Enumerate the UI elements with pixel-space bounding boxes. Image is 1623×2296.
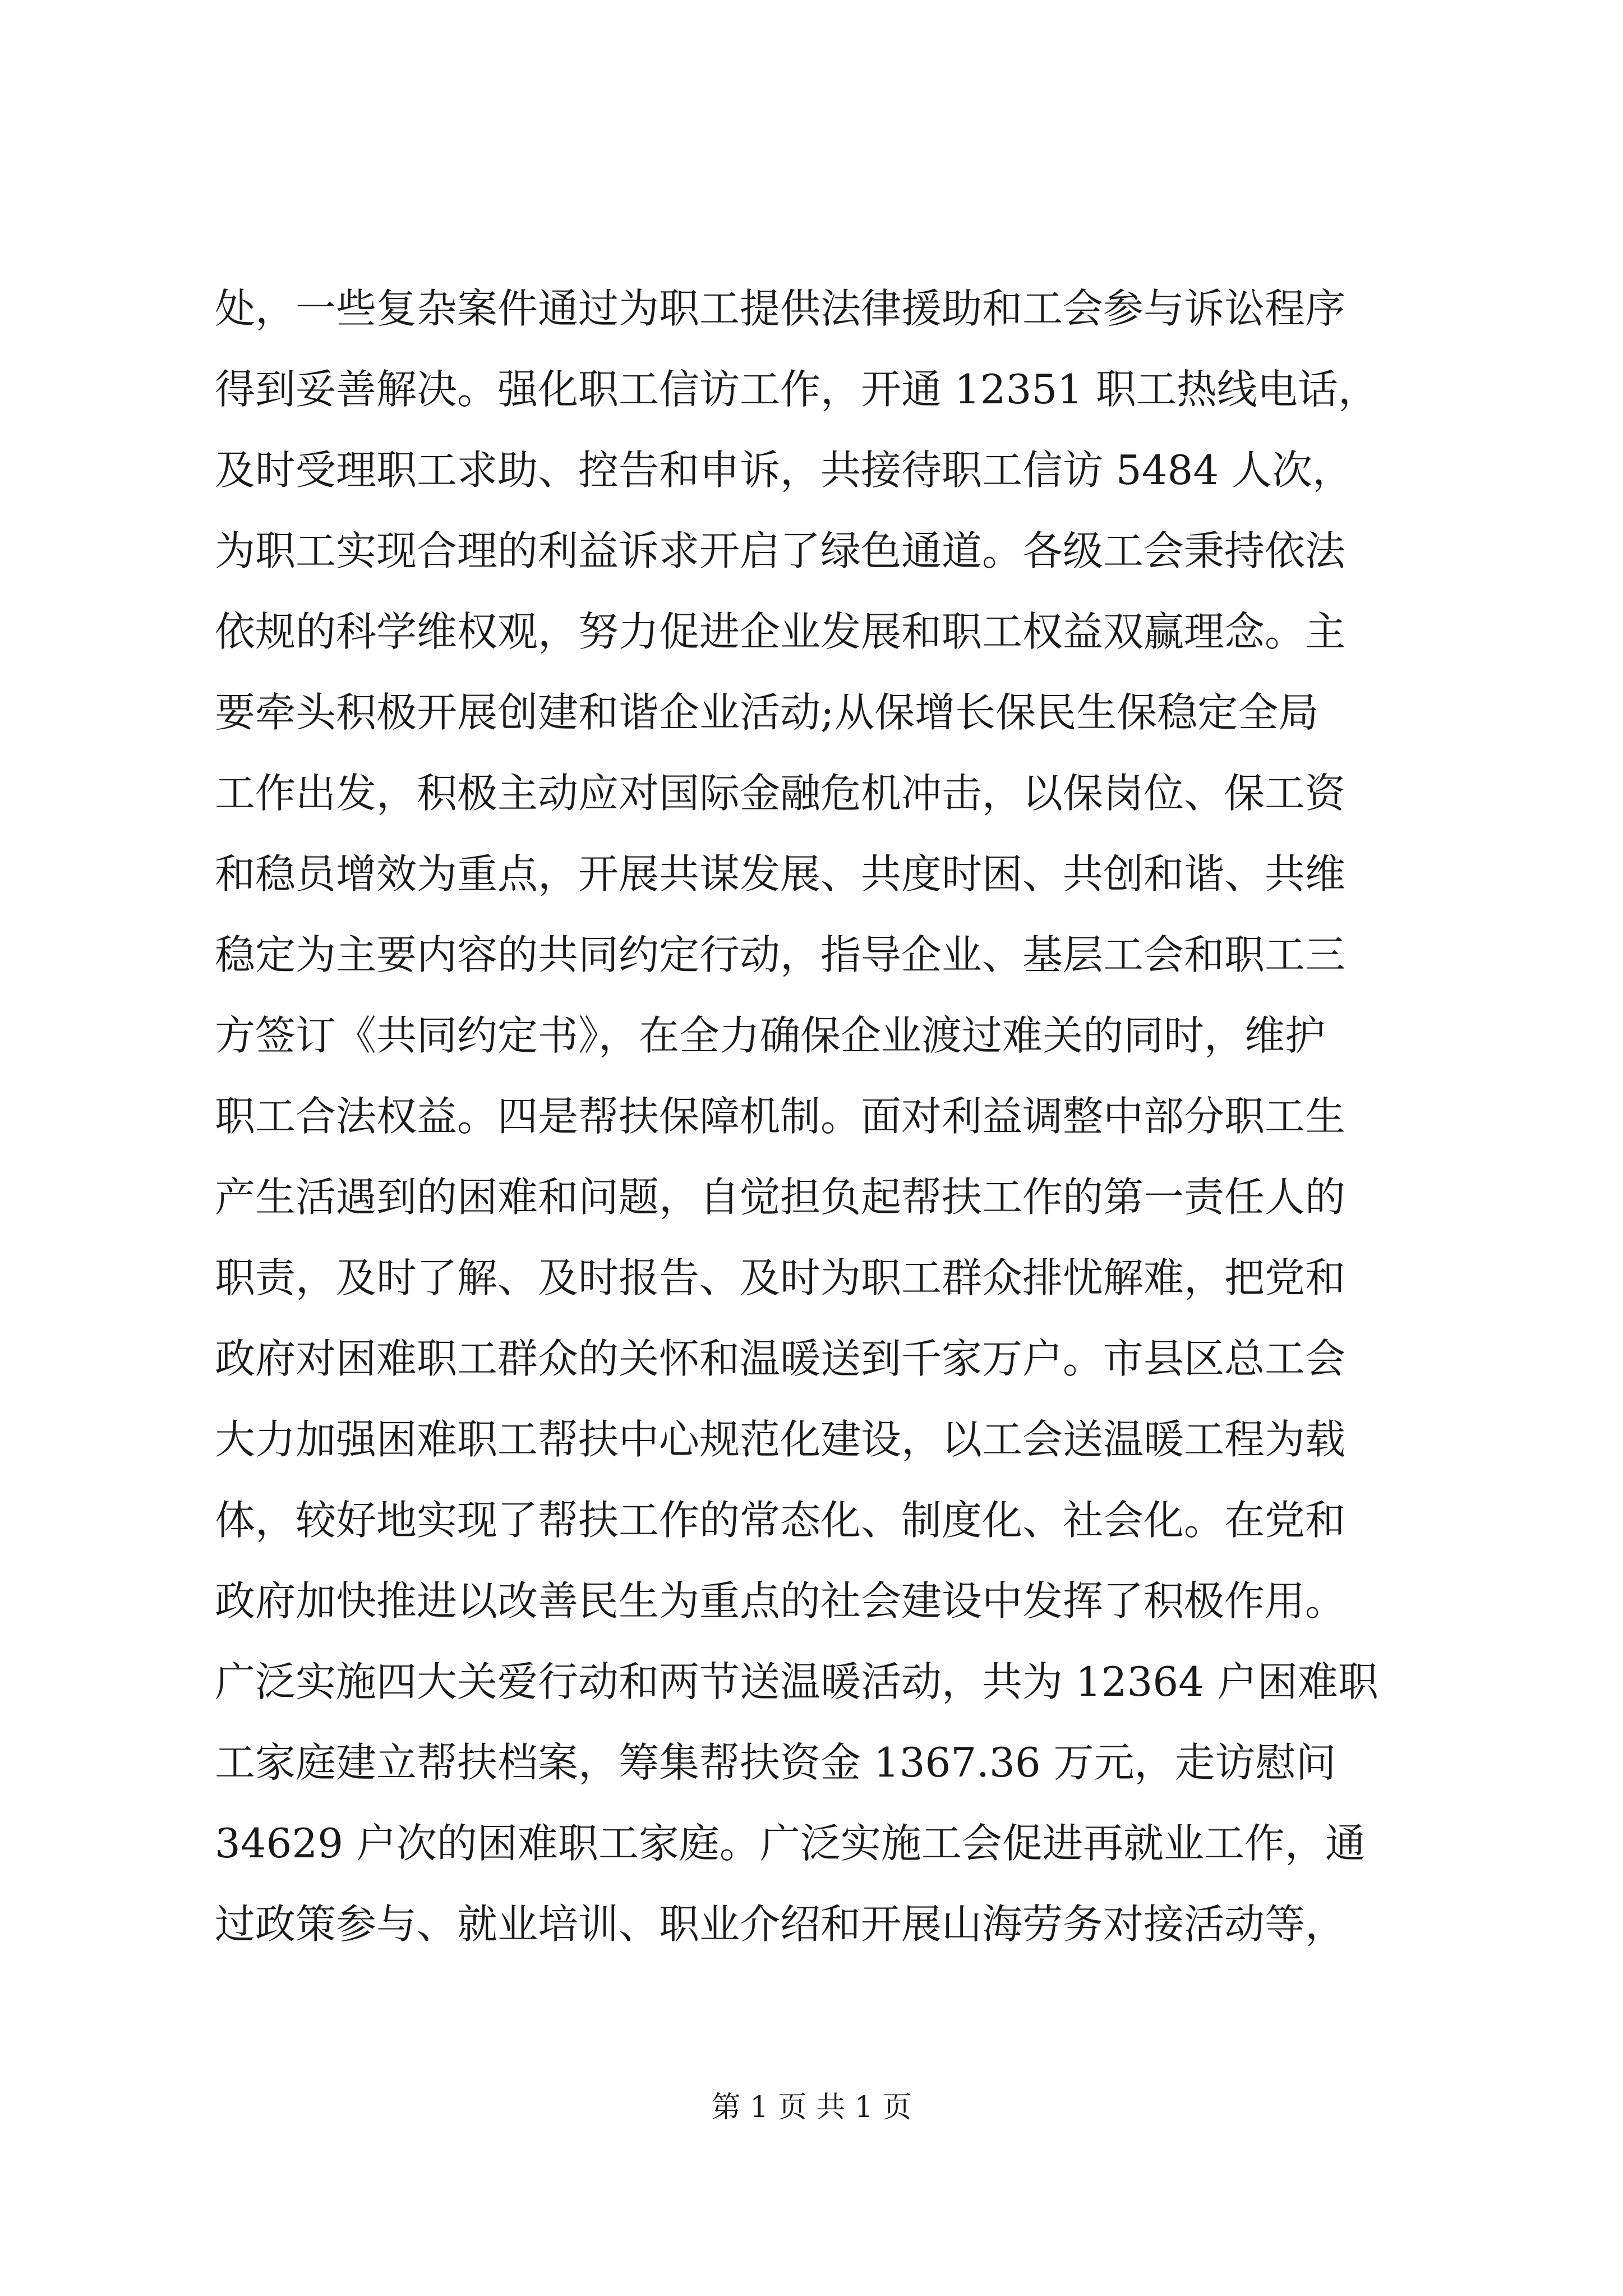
text-line: 方签订《共同约定书》，在全力确保企业渡过难关的同时，维护 (215, 1012, 1326, 1059)
text-line: 职工合法权益。四是帮扶保障机制。面对利益调整中部分职工生 (215, 1093, 1346, 1140)
text-line: 依规的科学维权观，努力促进企业发展和职工权益双赢理念。主 (215, 608, 1346, 655)
text-line: 产生活遇到的困难和问题，自觉担负起帮扶工作的第一责任人的 (215, 1174, 1346, 1221)
text-line: 得到妥善解决。强化职工信访工作，开通 12351 职工热线电话， (215, 366, 1378, 413)
body-text (215, 268, 1429, 1964)
text-line: 为职工实现合理的利益诉求开启了绿色通道。各级工会秉持依法 (215, 527, 1346, 574)
page-number-footer: 第 1 页 共 1 页 (711, 2091, 912, 2124)
text-line: 稳定为主要内容的共同约定行动，指导企业、基层工会和职工三 (215, 931, 1346, 978)
text-line: 大力加强困难职工帮扶中心规范化建设，以工会送温暖工程为载 (215, 1416, 1346, 1463)
text-line: 职责，及时了解、及时报告、及时为职工群众排忧解难，把党和 (215, 1254, 1346, 1301)
text-line: 广泛实施四大关爱行动和两节送温暖活动，共为 12364 户困难职 (215, 1658, 1378, 1705)
text-line: 34629 户次的困难职工家庭。广泛实施工会促进再就业工作，通 (215, 1820, 1366, 1867)
text-line: 体，较好地实现了帮扶工作的常态化、制度化、社会化。在党和 (215, 1497, 1346, 1544)
text-line: 和稳员增效为重点，开展共谋发展、共度时困、共创和谐、共维 (215, 850, 1346, 898)
text-line: 政府加快推进以改善民生为重点的社会建设中发挥了积极作用。 (215, 1577, 1346, 1625)
text-line: 工家庭建立帮扶档案，筹集帮扶资金 1367.36 万元，走访慰问 (215, 1739, 1336, 1786)
text-line: 过政策参与、就业培训、职业介绍和开展山海劳务对接活动等， (215, 1901, 1346, 1948)
text-line: 及时受理职工求助、控告和申诉，共接待职工信访 5484 人次， (215, 447, 1353, 494)
text-line: 工作出发，积极主动应对国际金融危机冲击，以保岗位、保工资 (215, 770, 1346, 817)
text-line: 要牵头积极开展创建和谐企业活动;从保增长保民生保稳定全局 (215, 689, 1319, 736)
text-line: 政府对困难职工群众的关怀和温暖送到千家万户。市县区总工会 (215, 1335, 1346, 1382)
text-line: 处，一些复杂案件通过为职工提供法律援助和工会参与诉讼程序 (215, 285, 1346, 332)
